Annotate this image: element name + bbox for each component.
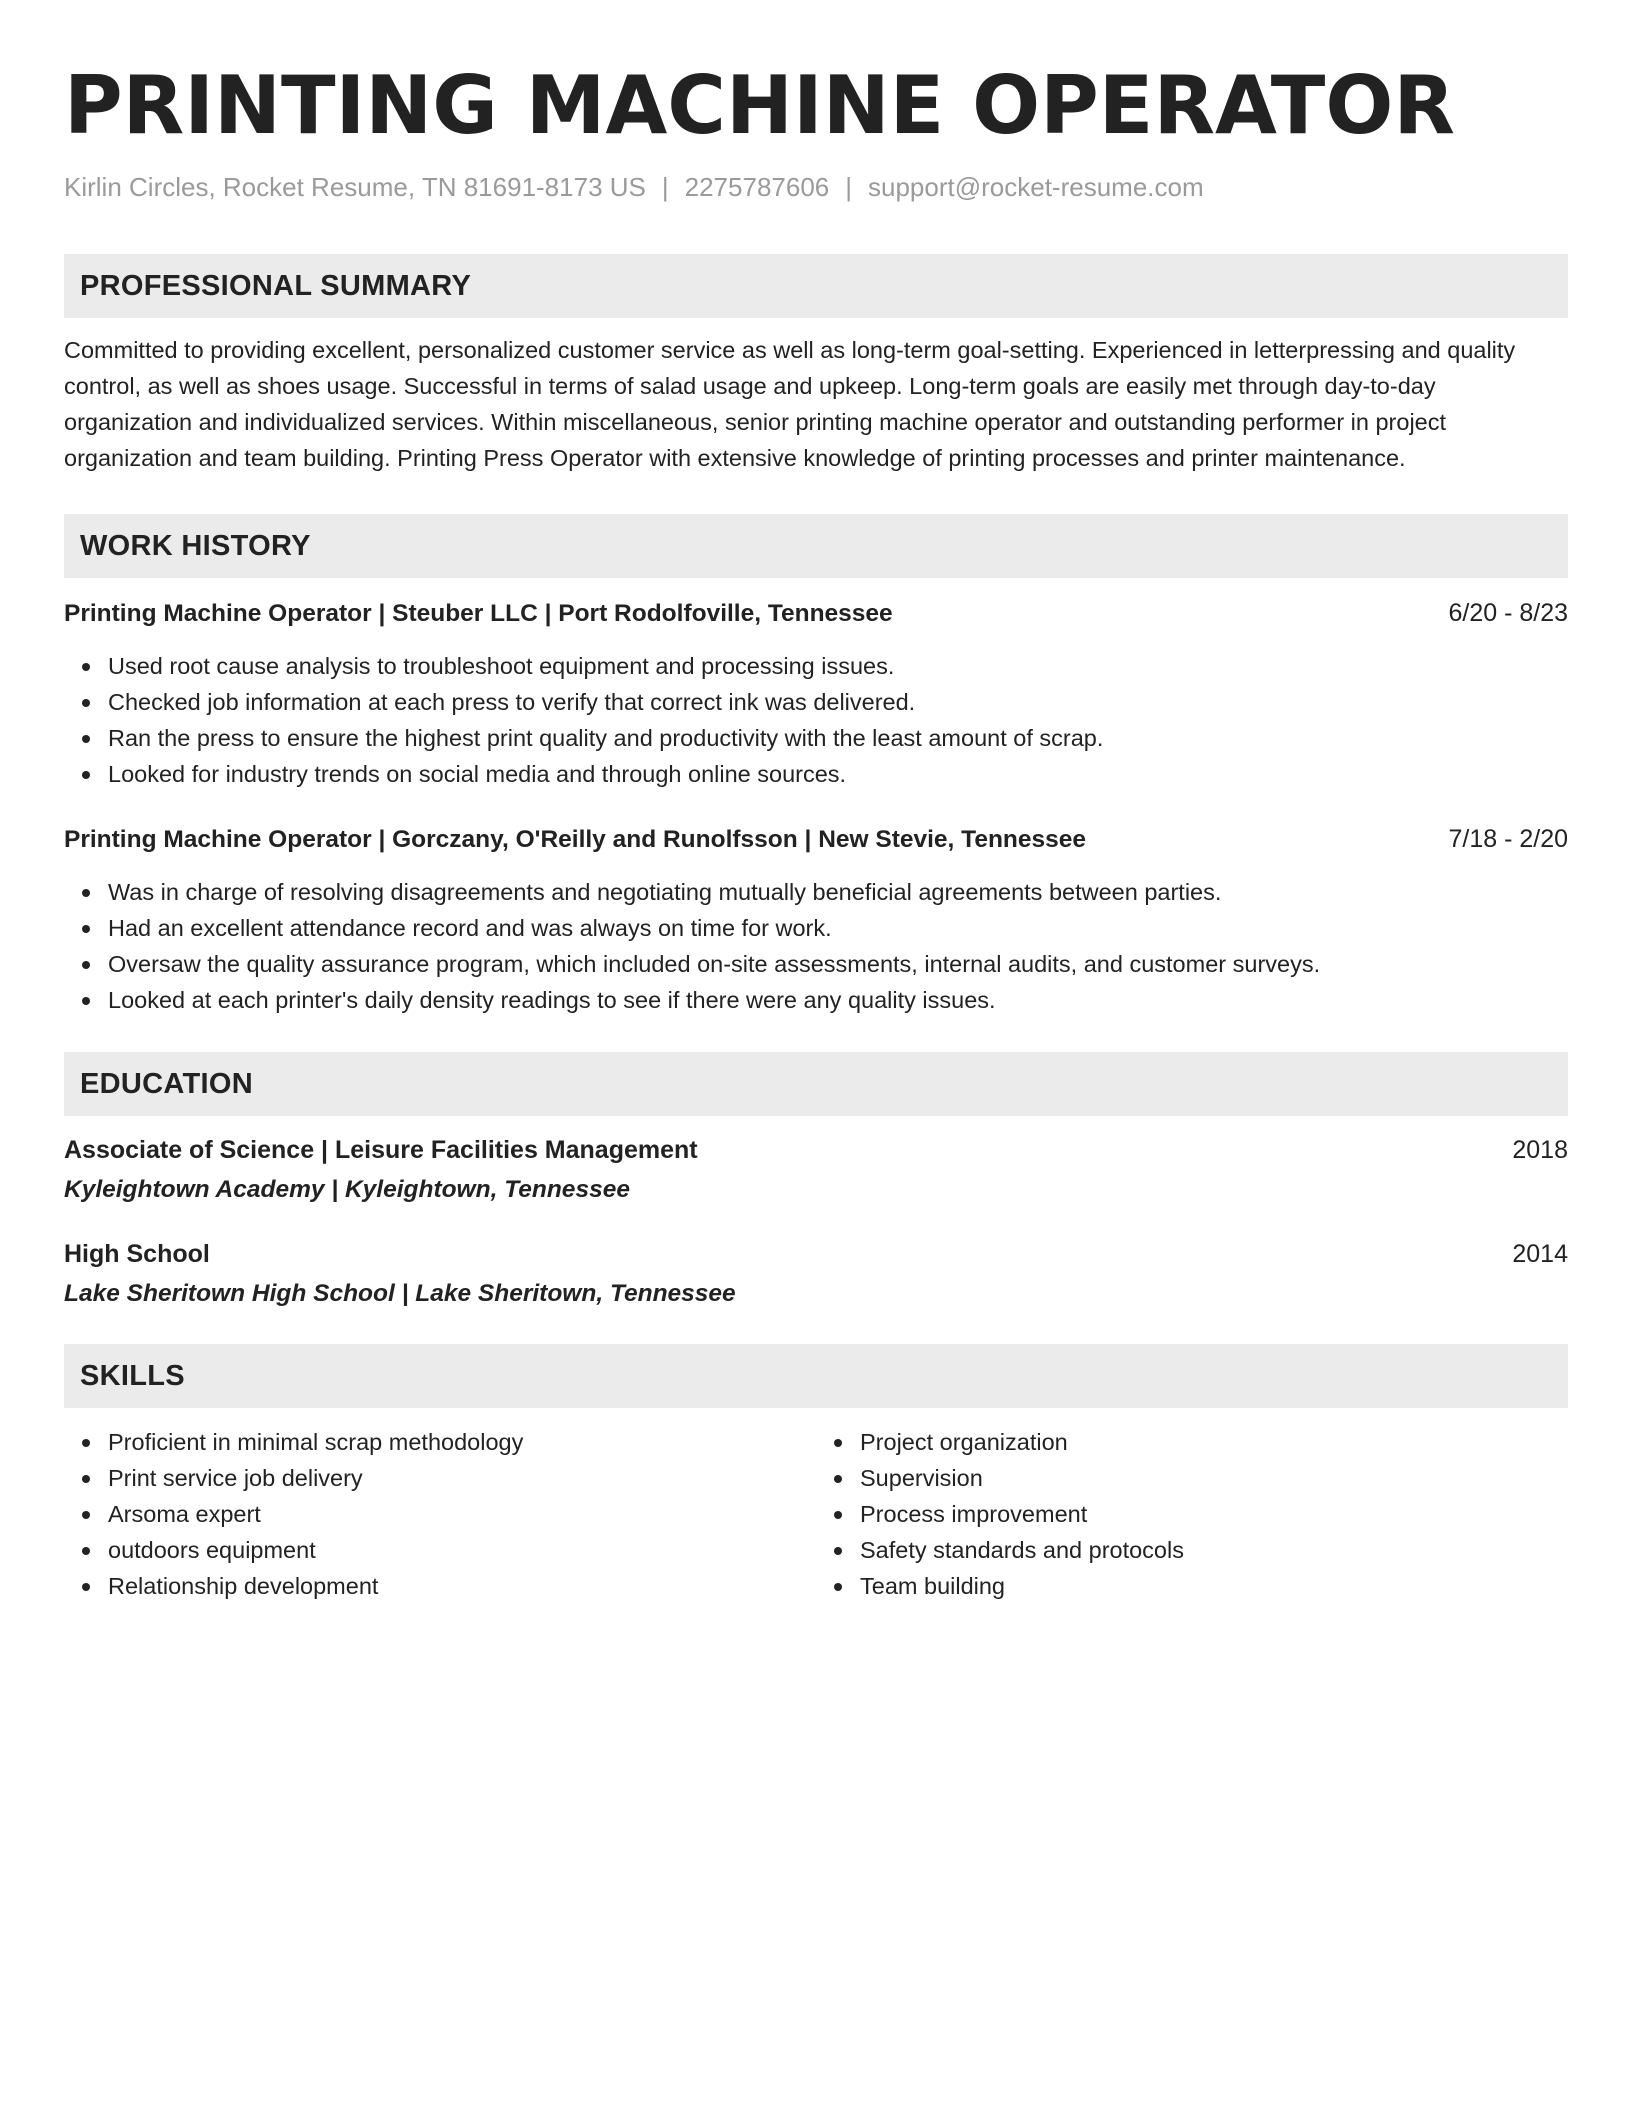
skill-item: Team building [860, 1568, 1568, 1604]
skills-list [64, 1424, 816, 1604]
skill-item: Safety standards and protocols [860, 1532, 1568, 1568]
skill-item: Arsoma expert [108, 1496, 816, 1532]
skill-item: Process improvement [860, 1496, 1568, 1532]
education-school: Kyleightown Academy | Kyleightown, Tennessee [64, 1176, 630, 1203]
education-header-row [64, 1236, 1568, 1272]
job-dates: 7/18 - 2/20 [1448, 825, 1568, 853]
contact-email: support@rocket-resume.com [868, 172, 1204, 202]
skills-heading-text: SKILLS [80, 1359, 185, 1392]
contact-line [64, 170, 1568, 204]
contact-separator: | [845, 172, 853, 202]
job-bullet: Had an excellent attendance record and was always on time for work. [108, 910, 1568, 946]
education-heading-text: EDUCATION [80, 1067, 253, 1100]
job-bullet: Looked for industry trends on social media and through online sources. [108, 756, 1568, 792]
job-bullet: Oversaw the quality assurance program, which included on-site assessments, internal audits, and customer surveys. [108, 946, 1568, 982]
skills-grid [64, 1424, 1568, 1604]
summary-paragraph: Committed to providing excellent, personalized customer service as well as long-term goal-setting. Experienced in letterpressing and quality control, as well as shoes usage. Successful in terms of salad usage and upkeep. Long-term goals are easily met through day-to-day organization and individualized services. Within miscellaneous, senior printing machine operator and outstanding performer in project organization and team building. Printing Press Operator with extensive knowledge of printing processes and printer maintenance. [64, 337, 1516, 471]
education-section-heading [64, 1052, 1568, 1116]
job-header-row [64, 822, 1568, 857]
job-bullet-list [64, 874, 1568, 1018]
job-bullet: Ran the press to ensure the highest print quality and productivity with the least amount of scrap. [108, 720, 1568, 756]
work-history-section-heading [64, 514, 1568, 578]
skill-item: Supervision [860, 1460, 1568, 1496]
skills-list [816, 1424, 1568, 1604]
candidate-name: PRINTING MACHINE OPERATOR [64, 59, 1455, 152]
work-history-heading-text: WORK HISTORY [80, 529, 311, 562]
education-degree: High School [64, 1240, 210, 1268]
skill-item: Relationship development [108, 1568, 816, 1604]
job-entry [64, 822, 1568, 1018]
job-entry [64, 596, 1568, 792]
contact-phone: 2275787606 [684, 172, 830, 202]
education-header-row [64, 1132, 1568, 1168]
education-entry [64, 1236, 1568, 1312]
job-title: Printing Machine Operator | Steuber LLC | Port Rodolfoville, Tennessee [64, 600, 893, 627]
job-header-row [64, 596, 1568, 631]
skill-item: Print service job delivery [108, 1460, 816, 1496]
job-bullet: Checked job information at each press to verify that correct ink was delivered. [108, 684, 1568, 720]
contact-separator: | [661, 172, 669, 202]
summary-heading-text: PROFESSIONAL SUMMARY [80, 269, 472, 302]
skills-column-right [816, 1424, 1568, 1604]
education-school: Lake Sheritown High School | Lake Sheritown, Tennessee [64, 1280, 736, 1307]
job-dates: 6/20 - 8/23 [1448, 599, 1568, 627]
education-entry [64, 1132, 1568, 1208]
job-bullet: Used root cause analysis to troubleshoot equipment and processing issues. [108, 648, 1568, 684]
job-bullet: Looked at each printer's daily density readings to see if there were any quality issues. [108, 982, 1568, 1018]
education-year: 2014 [1512, 1240, 1568, 1268]
skill-item: Proficient in minimal scrap methodology [108, 1424, 816, 1460]
skills-section-heading [64, 1344, 1568, 1408]
skills-column-left [64, 1424, 816, 1604]
summary-section-heading [64, 254, 1568, 318]
contact-address: Kirlin Circles, Rocket Resume, TN 81691-8173 US [64, 172, 646, 202]
job-title: Printing Machine Operator | Gorczany, O'Reilly and Runolfsson | New Stevie, Tennessee [64, 826, 1087, 853]
skill-item: Project organization [860, 1424, 1568, 1460]
education-year: 2018 [1512, 1136, 1568, 1164]
education-degree: Associate of Science | Leisure Facilities Management [64, 1136, 698, 1164]
skill-item: outdoors equipment [108, 1532, 816, 1568]
job-bullet: Was in charge of resolving disagreements and negotiating mutually beneficial agreements between parties. [108, 874, 1568, 910]
job-bullet-list [64, 648, 1568, 792]
